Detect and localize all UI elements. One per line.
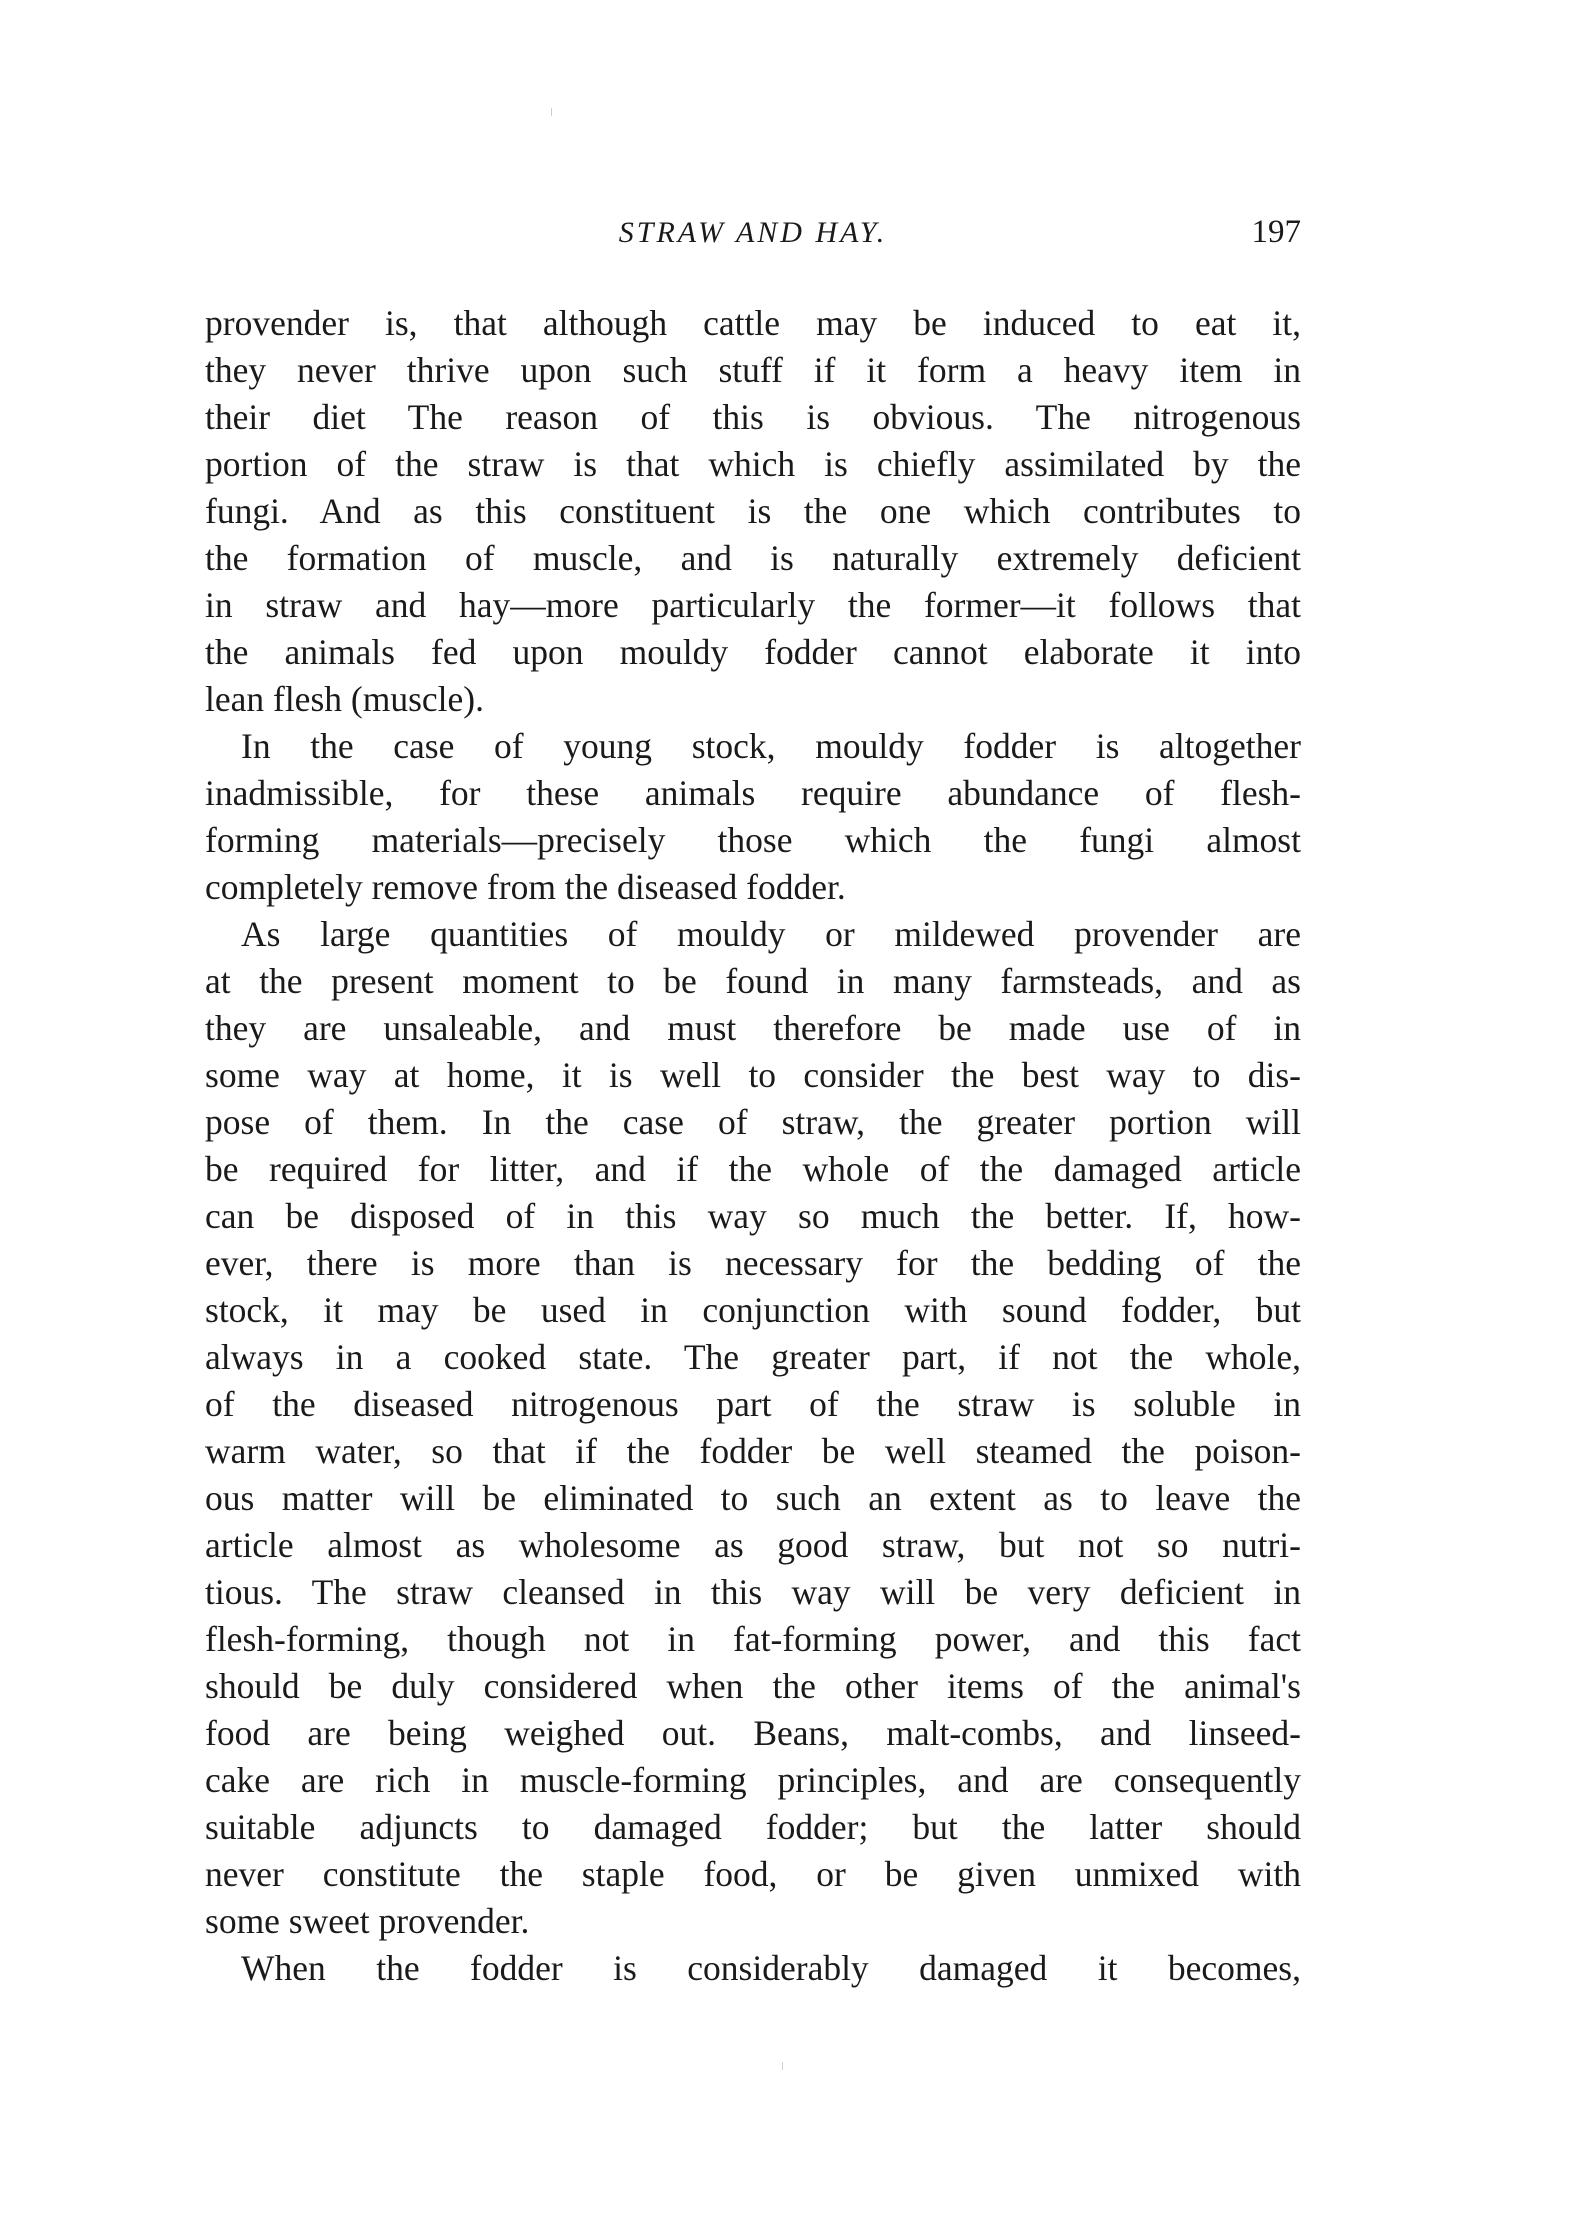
text-line [205, 723, 1301, 770]
text-line-content: completely remove from the diseased fodder. [205, 867, 846, 907]
text-line [205, 1052, 1301, 1099]
scan-speck [782, 2062, 783, 2070]
text-line [205, 1146, 1301, 1193]
text-line [205, 535, 1301, 582]
text-line-content: ever, there is more than is necessary for the bedding of the [205, 1243, 1301, 1283]
text-line-content: In the case of young stock, mouldy fodder is altogether [241, 726, 1301, 766]
text-line-content: some way at home, it is well to consider the best way to dis- [205, 1055, 1301, 1095]
text-line [205, 817, 1301, 864]
text-line-content: cake are rich in muscle-forming principles, and are consequently [205, 1760, 1301, 1800]
text-line [205, 911, 1301, 958]
text-line-content: of the diseased nitrogenous part of the straw is soluble in [205, 1384, 1301, 1424]
text-line [205, 1757, 1301, 1804]
text-line [205, 582, 1301, 629]
text-line [205, 1240, 1301, 1287]
text-line [205, 347, 1301, 394]
text-line-content: pose of them. In the case of straw, the greater portion will [205, 1102, 1301, 1142]
text-line-content: portion of the straw is that which is chiefly assimilated by the [205, 444, 1301, 484]
text-line-content: ous matter will be eliminated to such an extent as to leave the [205, 1478, 1301, 1518]
text-line [205, 770, 1301, 817]
text-line-content: When the fodder is considerably damaged it becomes, [241, 1948, 1301, 1988]
text-line-content: never constitute the staple food, or be given unmixed with [205, 1854, 1301, 1894]
text-line [205, 441, 1301, 488]
text-line-content: provender is, that although cattle may be induced to eat it, [205, 303, 1301, 343]
text-line [205, 1945, 1301, 1992]
page-number: 197 [1251, 214, 1301, 250]
text-line-content: stock, it may be used in conjunction with sound fodder, but [205, 1290, 1301, 1330]
text-line [205, 1898, 1301, 1945]
text-line-content: the formation of muscle, and is naturally extremely deficient [205, 538, 1301, 578]
text-line [205, 1428, 1301, 1475]
text-line [205, 1710, 1301, 1757]
text-line [205, 1851, 1301, 1898]
text-line-content: inadmissible, for these animals require abundance of flesh- [205, 773, 1301, 813]
text-line [205, 1005, 1301, 1052]
text-line-content: fungi. And as this constituent is the one which contributes to [205, 491, 1301, 531]
text-line [205, 300, 1301, 347]
text-line [205, 1287, 1301, 1334]
running-title: STRAW AND HAY. [618, 216, 888, 249]
text-line-content: article almost as wholesome as good straw, but not so nutri- [205, 1525, 1301, 1565]
paragraph [205, 300, 1301, 723]
text-line-content: lean flesh (muscle). [205, 679, 484, 719]
text-line [205, 1381, 1301, 1428]
text-line-content: As large quantities of mouldy or mildewed provender are [241, 914, 1301, 954]
text-line [205, 1522, 1301, 1569]
text-line-content: they are unsaleable, and must therefore be made use of in [205, 1008, 1301, 1048]
text-line [205, 488, 1301, 535]
text-line-content: the animals fed upon mouldy fodder cannot elaborate it into [205, 632, 1301, 672]
running-head [205, 212, 1301, 260]
text-line [205, 676, 1301, 723]
text-line [205, 1099, 1301, 1146]
text-line [205, 864, 1301, 911]
text-line [205, 1616, 1301, 1663]
paragraph [205, 723, 1301, 911]
text-line [205, 1804, 1301, 1851]
paragraph [205, 1945, 1301, 1992]
text-line [205, 1569, 1301, 1616]
text-line-content: forming materials—precisely those which the fungi almost [205, 820, 1301, 860]
body-text [205, 300, 1301, 1992]
text-line-content: in straw and hay—more particularly the former—it follows that [205, 585, 1301, 625]
text-line [205, 958, 1301, 1005]
text-line-content: flesh-forming, though not in fat-forming power, and this fact [205, 1619, 1301, 1659]
text-line-content: their diet The reason of this is obvious. The nitrogenous [205, 397, 1301, 437]
text-line-content: can be disposed of in this way so much the better. If, how- [205, 1196, 1301, 1236]
scan-speck [551, 108, 552, 116]
text-line [205, 1663, 1301, 1710]
text-line [205, 394, 1301, 441]
text-line-content: they never thrive upon such stuff if it form a heavy item in [205, 350, 1301, 390]
text-line-content: suitable adjuncts to damaged fodder; but the latter should [205, 1807, 1301, 1847]
text-line [205, 1334, 1301, 1381]
text-line-content: be required for litter, and if the whole of the damaged article [205, 1149, 1301, 1189]
text-line-content: always in a cooked state. The greater part, if not the whole, [205, 1337, 1301, 1377]
text-line-content: food are being weighed out. Beans, malt-combs, and linseed- [205, 1713, 1301, 1753]
text-line-content: warm water, so that if the fodder be well steamed the poison- [205, 1431, 1301, 1471]
text-line [205, 1475, 1301, 1522]
paragraph [205, 911, 1301, 1945]
text-line [205, 1193, 1301, 1240]
text-line-content: some sweet provender. [205, 1901, 530, 1941]
text-line-content: tious. The straw cleansed in this way will be very deficient in [205, 1572, 1301, 1612]
text-line [205, 629, 1301, 676]
text-line-content: should be duly considered when the other items of the animal's [205, 1666, 1301, 1706]
text-line-content: at the present moment to be found in many farmsteads, and as [205, 961, 1301, 1001]
